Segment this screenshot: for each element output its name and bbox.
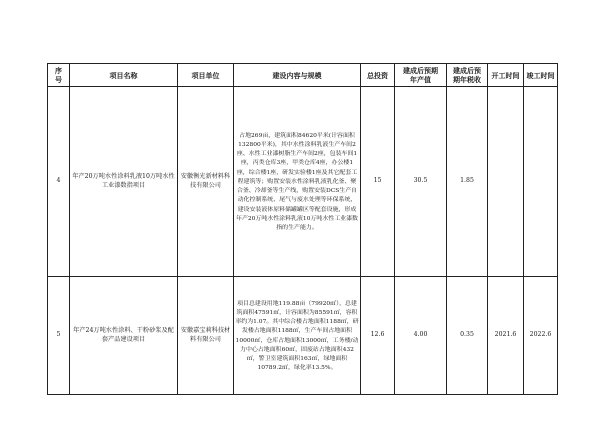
- cell-unit: 安徽衡光新材料科技有限公司: [178, 87, 234, 277]
- header-name: 项目名称: [70, 64, 178, 87]
- cell-name: 年产20万吨水性涂料乳液10万吨水性工业漆数指项目: [70, 87, 178, 277]
- cell-content: [234, 87, 361, 277]
- table-row: [48, 277, 558, 395]
- table-header-row: [48, 64, 558, 87]
- cell-start: [488, 87, 524, 277]
- header-tax: 建成后预期年税收: [447, 64, 488, 87]
- header-investment: 总投资: [361, 64, 395, 87]
- cell-output: 30.5: [395, 87, 447, 277]
- cell-content: [234, 277, 361, 395]
- header-output: 建成后预期年产值: [395, 64, 447, 87]
- cell-end: 2022.6: [524, 277, 558, 395]
- cell-unit: 安徽嘉宝莉科技材料有限公司: [178, 277, 234, 395]
- header-start: 开工时间: [488, 64, 524, 87]
- cell-output: 4.00: [395, 277, 447, 395]
- cell-end: [524, 87, 558, 277]
- cell-investment: 12.6: [361, 277, 395, 395]
- cell-content-text: 占地269亩，建筑面积84620平米(计容面积132800平米)，其中水性涂料乳液生产车间2座、水性工业漆树脂生产车间2座，包装车间1座，丙类仓库3座，甲类仓库4座，办公楼1座，综合楼1座，研发实验楼1座及其它配套工程建筑等；购置安装水性涂料乳液乳化釜、聚合釜、冷却釜等生产线，购置安装DCS生产自动化控制系统、尾气与废水处理等环保系统，建设安装液体原料储罐罐区等配套设施，形成年产20万吨水性涂料乳液10万吨水性工业漆数指的生产能力。: [236, 131, 358, 232]
- table-row: [48, 87, 558, 277]
- cell-investment: 15: [361, 87, 395, 277]
- cell-tax: 0.35: [447, 277, 488, 395]
- header-seq: 序号: [48, 64, 70, 87]
- header-end: 竣工时间: [524, 64, 558, 87]
- cell-start: 2021.6: [488, 277, 524, 395]
- cell-tax: 1.85: [447, 87, 488, 277]
- cell-seq: 4: [48, 87, 70, 277]
- cell-seq: 5: [48, 277, 70, 395]
- header-content: 建设内容与规模: [234, 64, 361, 87]
- project-table: [47, 63, 558, 395]
- cell-name: 年产24万吨水性涂料、干粉砂浆及配套产品建设项目: [70, 277, 178, 395]
- header-unit: 项目单位: [178, 64, 234, 87]
- cell-content-text: 项目总建设用地119.88亩（79920㎡），总建筑面积47591㎡，计容面积为85591㎡，容积率约为1.07。其中综合楼占地面积1188㎡，研发楼占地面积1188㎡，生产车间占地面积10000㎡，仓库占地面积13000㎡，工务楼/动力中心占地面积60㎡，固废站占地面积432㎡，警卫室建筑面积163㎡，绿地面积10789.2㎡，绿化率13.5%。: [235, 299, 359, 372]
